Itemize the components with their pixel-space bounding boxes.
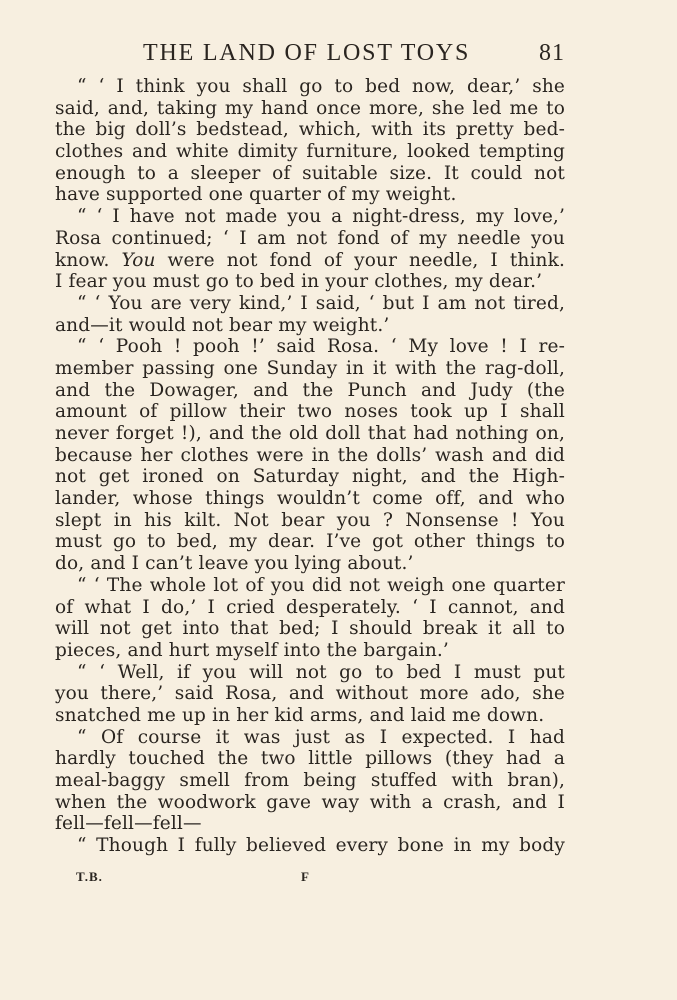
text-line: will not get into that bed; I should break it all to [55,618,565,640]
text-line: fell—fell—fell— [55,813,202,835]
text-line-with-emphasis [55,250,565,272]
text-line: amount of pillow their two noses took up I shall [55,401,565,423]
text-line: not get ironed on Saturday night, and the High- [55,466,565,488]
text-line: of what I do,’ I cried desperately. ‘ I cannot, and [55,596,565,618]
text-line: slept in his kilt. Not bear you ? Nonsense ! You [55,509,565,531]
page-footer [55,869,565,889]
text-line: “ Though I fully believed every bone in my body [77,835,565,857]
text-line: “ ‘ The whole lot of you did not weigh one quarter [77,574,565,596]
text-fragment: were not fond of your needle, I think. [155,249,565,271]
text-line: “ ‘ Well, if you will not go to bed I must put [77,661,565,683]
text-line: do, and I can’t leave you lying about.’ [55,553,414,575]
text-line: lander, whose things wouldn’t come off, and who [55,488,565,510]
text-line: “ ‘ You are very kind,’ I said, ‘ but I am not tired, [77,292,565,314]
body-text [55,76,565,857]
text-line: hardly touched the two little pillows (they had a [55,748,565,770]
text-line: Rosa continued; ‘ I am not fond of my needle you [55,227,565,249]
page-number: 81 [539,40,565,66]
text-line: and—it would not bear my weight.’ [55,314,390,336]
text-line: snatched me up in her kid arms, and laid me down. [55,704,545,726]
text-line: said, and, taking my hand once more, she led me to [55,97,565,119]
page-header [55,40,565,66]
text-line: “ ‘ I have not made you a night-dress, my love,’ [77,206,565,228]
text-line: meal-baggy smell from being stuffed with bran), [55,770,565,791]
text-line: and the Dowager, and the Punch and Judy (the [55,379,565,401]
text-line: must go to bed, my dear. I’ve got other things to [55,531,565,553]
text-line: member passing one Sunday in it with the rag-doll, [55,357,565,379]
text-line: “ ‘ Pooh ! pooh !’ said Rosa. ‘ My love ! I re- [77,336,565,358]
text-line: I fear you must go to bed in your clothes, my dear.’ [55,271,543,293]
emphasized-word: You [121,249,156,271]
text-line: you there,’ said Rosa, and without more ado, she [55,683,565,705]
text-line: clothes and white dimity furniture, looked tempting [55,141,565,163]
text-line: the big doll’s bedstead, which, with its pretty bed- [55,119,565,141]
text-fragment: know. [55,249,122,271]
text-line: have supported one quarter of my weight. [55,184,457,206]
text-line: because her clothes were in the dolls’ wash and did [55,444,565,466]
text-line: “ ‘ I think you shall go to bed now, dear,’ she [77,76,565,97]
printer-signature: T.B. [76,869,103,884]
signature-letter: F [301,869,310,884]
text-line: “ Of course it was just as I expected. I had [77,726,565,748]
text-line: pieces, and hurt myself into the bargain.’ [55,639,449,661]
text-line: never forget !), and the old doll that had nothing on, [55,423,565,444]
text-line: enough to a sleeper of suitable size. It could not [55,162,565,184]
running-title: THE LAND OF LOST TOYS [143,40,471,66]
text-line: when the woodwork gave way with a crash, and I [55,791,565,813]
